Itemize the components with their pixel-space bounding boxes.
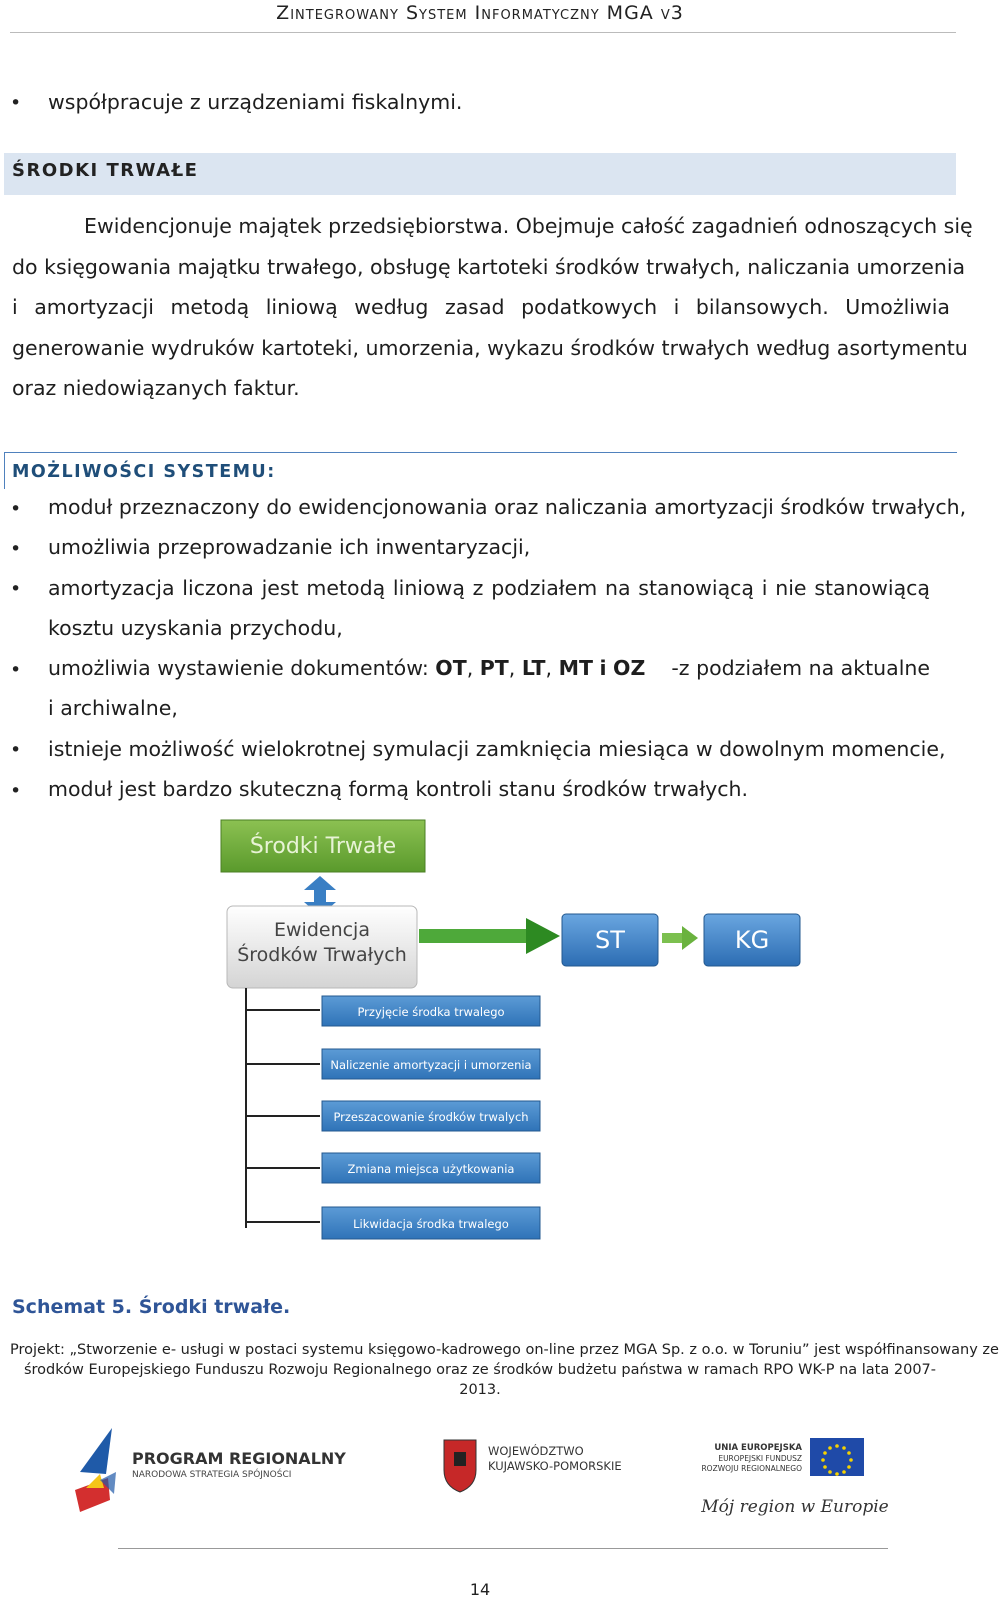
doc-pt: PT bbox=[479, 656, 509, 680]
program-regionalny-logo bbox=[75, 1428, 346, 1512]
paragraph-line: oraz niedowiązanych faktur. bbox=[12, 376, 300, 400]
paragraph-line: i amortyzacji metodą liniową według zasad podatkowych i bilansowych. Umożliwia bbox=[12, 295, 950, 319]
item-label: Naliczenie amortyzacji i umorzenia bbox=[330, 1058, 532, 1072]
item-label: Likwidacja środka trwalego bbox=[353, 1217, 509, 1231]
feature-bullet-cont: kosztu uzyskania przychodu, bbox=[48, 616, 343, 640]
st-box-label: ST bbox=[595, 926, 625, 954]
logo2-line1: WOJEWÓDZTWO bbox=[488, 1444, 584, 1458]
right-arrow-icon bbox=[662, 926, 698, 950]
item-box bbox=[322, 1153, 540, 1183]
header-divider bbox=[10, 32, 956, 33]
item-label: Zmiana miejsca użytkowania bbox=[347, 1162, 515, 1176]
doc-ot: OT bbox=[435, 656, 467, 680]
logo2-line2: KUJAWSKO-POMORSKIE bbox=[488, 1459, 622, 1473]
intro-bullet-text: współpracuje z urządzeniami fiskalnymi. bbox=[48, 90, 463, 114]
main-box-line2: Środków Trwałych bbox=[237, 944, 407, 966]
bullet-dot: • bbox=[10, 780, 22, 802]
feature-bullet: umożliwia przeprowadzanie ich inwentaryzacji, bbox=[48, 535, 531, 559]
footer-line: środków Europejskiego Funduszu Rozwoju Regionalnego oraz ze środków budżetu państwa w ramach RPO WK-P na lata 2007- bbox=[23, 1362, 936, 1378]
connector-lines bbox=[246, 988, 320, 1228]
docs-intro: umożliwia wystawienie dokumentów: bbox=[48, 656, 436, 680]
footer-line: 2013. bbox=[459, 1382, 501, 1398]
item-box bbox=[322, 1207, 540, 1239]
logo3-line2: EUROPEJSKI FUNDUSZ bbox=[718, 1454, 802, 1463]
feature-bullet: istnieje możliwość wielokrotnej symulacji zamknięcia miesiąca w dowolnym momencie, bbox=[48, 737, 946, 761]
paragraph-line: do księgowania majątku trwałego, obsługę kartoteki środków trwałych, naliczania umorzenia bbox=[12, 255, 966, 279]
bullet-dot: • bbox=[10, 92, 22, 114]
bullet-dot: • bbox=[10, 498, 22, 520]
item-box bbox=[322, 1049, 540, 1079]
st-box bbox=[562, 914, 658, 966]
fixed-assets-diagram bbox=[0, 830, 960, 1280]
doc-mt: MT bbox=[558, 656, 593, 680]
logo3-line1: UNIA EUROPEJSKA bbox=[714, 1443, 802, 1453]
feature-bullet: moduł jest bardzo skuteczną formą kontroli stanu środków trwałych. bbox=[48, 777, 749, 801]
sep: , bbox=[508, 656, 516, 680]
feature-bullet-cont: i archiwalne, bbox=[48, 696, 178, 720]
wojewodztwo-logo bbox=[444, 1440, 622, 1492]
footer-logos bbox=[0, 1443, 960, 1550]
item-label: Przeszacowanie środków trwalych bbox=[333, 1110, 529, 1124]
diagram-caption: Schemat 5. Środki trwałe. bbox=[12, 1296, 291, 1318]
sep: , bbox=[466, 656, 474, 680]
sep: , bbox=[545, 656, 553, 680]
top-box-label: Środki Trwałe bbox=[249, 834, 397, 859]
bullet-dot: • bbox=[10, 538, 22, 560]
docs-after: -z podziałem na aktualne bbox=[671, 656, 930, 680]
bullet-dot: • bbox=[10, 578, 22, 600]
page-number: 14 bbox=[469, 1580, 491, 1599]
footer-line: Projekt: „Stworzenie e- usługi w postaci systemu księgowo-kadrowego on-line przez MGA Sp. z o.o. w Toruniu” jest współfinansowany ze bbox=[10, 1342, 999, 1358]
logo3-line3: ROZWOJU REGIONALNEGO bbox=[701, 1464, 802, 1473]
main-box-line1: Ewidencja bbox=[274, 919, 370, 941]
main-box bbox=[227, 906, 417, 988]
item-label: Przyjęcie środka trwalego bbox=[357, 1005, 505, 1019]
kg-box bbox=[704, 914, 800, 966]
doc-oz: OZ bbox=[613, 656, 646, 680]
kg-box-label: KG bbox=[734, 926, 770, 954]
doc-lt: LT bbox=[521, 656, 546, 680]
slogan: Mój region w Europie bbox=[701, 1497, 889, 1517]
right-arrow-icon bbox=[419, 918, 560, 954]
header-title: Zintegrowany System Informatyczny MGA v3 bbox=[276, 2, 684, 24]
item-box bbox=[322, 996, 540, 1026]
subsection-title: MOŻLIWOŚCI SYSTEMU: bbox=[12, 462, 276, 482]
feature-bullet: moduł przeznaczony do ewidencjonowania oraz naliczania amortyzacji środków trwałych, bbox=[48, 495, 967, 519]
doc-and: i bbox=[599, 656, 607, 680]
page-header bbox=[0, 0, 960, 34]
logo1-title: PROGRAM REGIONALNY bbox=[132, 1449, 346, 1468]
feature-bullet-docs bbox=[48, 656, 930, 680]
paragraph-line: Ewidencjonuje majątek przedsiębiorstwa. Obejmuje całość zagadnień odnoszących się bbox=[84, 214, 973, 238]
item-box bbox=[322, 1101, 540, 1131]
feature-bullet: amortyzacja liczona jest metodą liniową z podziałem na stanowiącą i nie stanowiącą bbox=[48, 576, 930, 600]
bullet-dot: • bbox=[10, 739, 22, 761]
bullet-dot: • bbox=[10, 659, 22, 681]
paragraph-line: generowanie wydruków kartoteki, umorzenia, wykazu środków trwałych według asortymentu bbox=[12, 336, 968, 360]
eu-logo bbox=[700, 1438, 888, 1517]
logo1-subtitle: NARODOWA STRATEGIA SPÓJNOŚCI bbox=[132, 1470, 292, 1480]
section-title: ŚRODKI TRWAŁE bbox=[12, 160, 199, 181]
footer-divider bbox=[118, 1548, 888, 1549]
top-box bbox=[221, 820, 425, 872]
